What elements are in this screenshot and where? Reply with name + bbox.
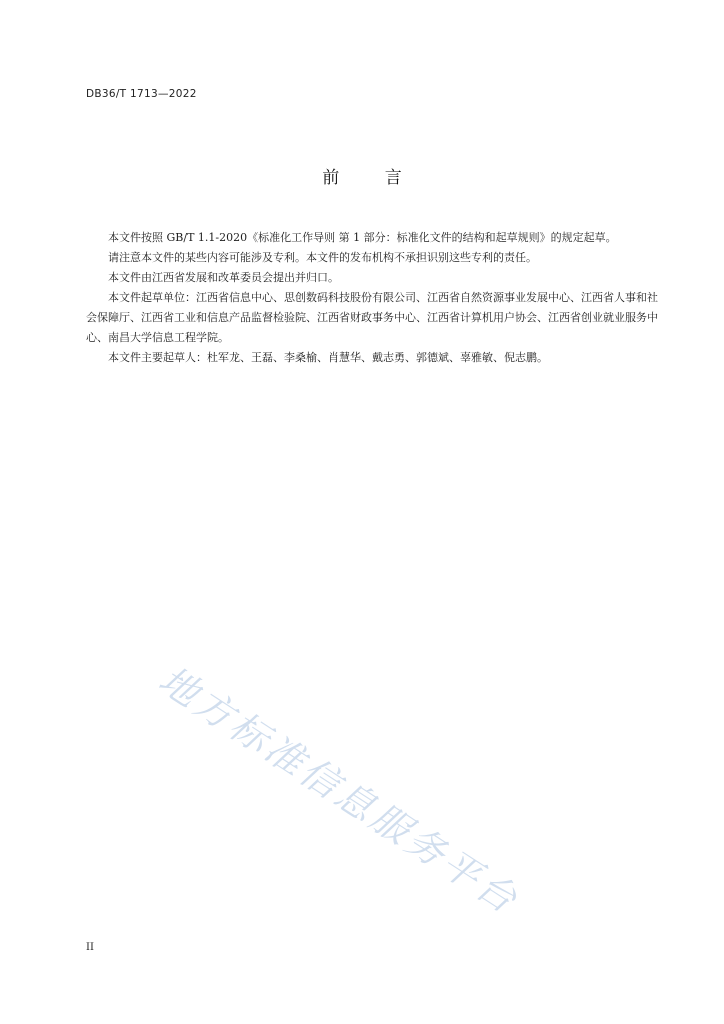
paragraph-drafters: 本文件主要起草人：杜军龙、王磊、李桑榆、肖慧华、戴志勇、郭德斌、辜雅敏、倪志鹏。 bbox=[108, 351, 548, 364]
paragraph-drafting-units: 本文件起草单位：江西省信息中心、思创数码科技股份有限公司、江西省自然资源事业发展中心、江西省人事和社会保障厅、江西省工业和信息产品监督检验院、江西省财政事务中心、江西省计算机用户协会、江西省创业就业服务中心、南昌大学信息工程学院。 bbox=[86, 291, 658, 344]
page-title: 前 言 bbox=[322, 168, 422, 188]
paragraph-proposer: 本文件由江西省发展和改革委员会提出并归口。 bbox=[108, 271, 339, 284]
foreword-body bbox=[86, 228, 658, 368]
document-id: DB36/T 1713—2022 bbox=[86, 88, 197, 100]
paragraph-standard-basis: 本文件按照 GB/T 1.1-2020《标准化工作导则 第 1 部分：标准化文件的结构和起草规则》的规定起草。 bbox=[108, 231, 617, 244]
page-number: II bbox=[86, 942, 94, 953]
paragraph-patent-notice: 请注意本文件的某些内容可能涉及专利。本文件的发布机构不承担识别这些专利的责任。 bbox=[108, 251, 537, 264]
watermark: 地方标准信息服务平台 bbox=[151, 657, 528, 924]
